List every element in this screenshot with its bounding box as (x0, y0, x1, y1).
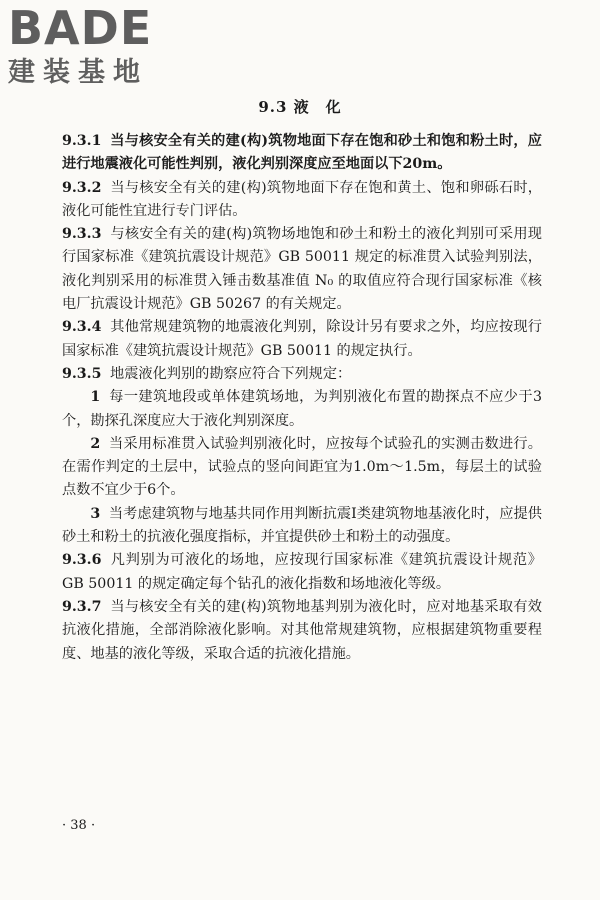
page-number: · 38 · (62, 818, 96, 833)
logo-subtitle: 建装基地 (8, 57, 148, 88)
clause-9-3-4: 9.3.4 其他常规建筑物的地震液化判别，除设计另有要求之外，均应按现行国家标准《建筑抗震设计规范》GB 50011 的规定执行。 (62, 319, 542, 359)
clause-9-3-7: 9.3.7 当与核安全有关的建(构)筑物地基判别为液化时，应对地基采取有效抗液化措施，全部消除液化影响。对其他常规建筑物，应根据建筑物重要程度、地基的液化等级，采取合适的抗液化措施。 (62, 598, 542, 662)
clause-9-3-6: 9.3.6 凡判别为可液化的场地，应按现行国家标准《建筑抗震设计规范》GB 50011 的规定确定每个钻孔的液化指数和场地液化等级。 (62, 552, 542, 592)
section-title: 9.3 液 化 (258, 98, 342, 116)
list-item: 1 每一建筑地段或单体建筑场地，为判别液化布置的勘探点不应少于3个，勘探孔深度应大于液化判别深度。 (62, 389, 542, 429)
list-item: 3 当考虑建筑物与地基共同作用判断抗震Ⅰ类建筑物地基液化时，应提供砂土和粉土的抗液化强度指标，并宜提供砂土和粉土的动强度。 (62, 505, 542, 546)
logo-brand: BADE (8, 1, 153, 55)
document-body (62, 130, 542, 666)
clause-9-3-5: 9.3.5 地震液化判别的勘察应符合下列规定： (62, 365, 352, 382)
clause-9-3-1: 9.3.1 当与核安全有关的建(构)筑物地面下存在饱和砂土和饱和粉土时，应进行地震液化可能性判别，液化判别深度应至地面以下20m。 (62, 133, 542, 173)
list-item: 2 当采用标准贯入试验判别液化时，应按每个试验孔的实测击数进行。在需作判定的土层中，试验点的竖向间距宜为1.0m～1.5m，每层土的试验点数不宜少于6个。 (62, 435, 542, 499)
clause-9-3-2: 9.3.2 当与核安全有关的建(构)筑物地面下存在饱和黄土、饱和卵砾石时，液化可能性宜进行专门评估。 (62, 179, 542, 219)
logo (8, 1, 183, 92)
clause-9-3-3: 9.3.3 与核安全有关的建(构)筑物场地饱和砂土和粉土的液化判别可采用现行国家标准《建筑抗震设计规范》GB 50011 规定的标准贯入试验判别法，液化判别采用的标准贯入锤击数基准值 N₀ 的取值应符合现行国家标准《核电厂抗震设计规范》GB 50267 的有关规定。 (62, 226, 542, 313)
